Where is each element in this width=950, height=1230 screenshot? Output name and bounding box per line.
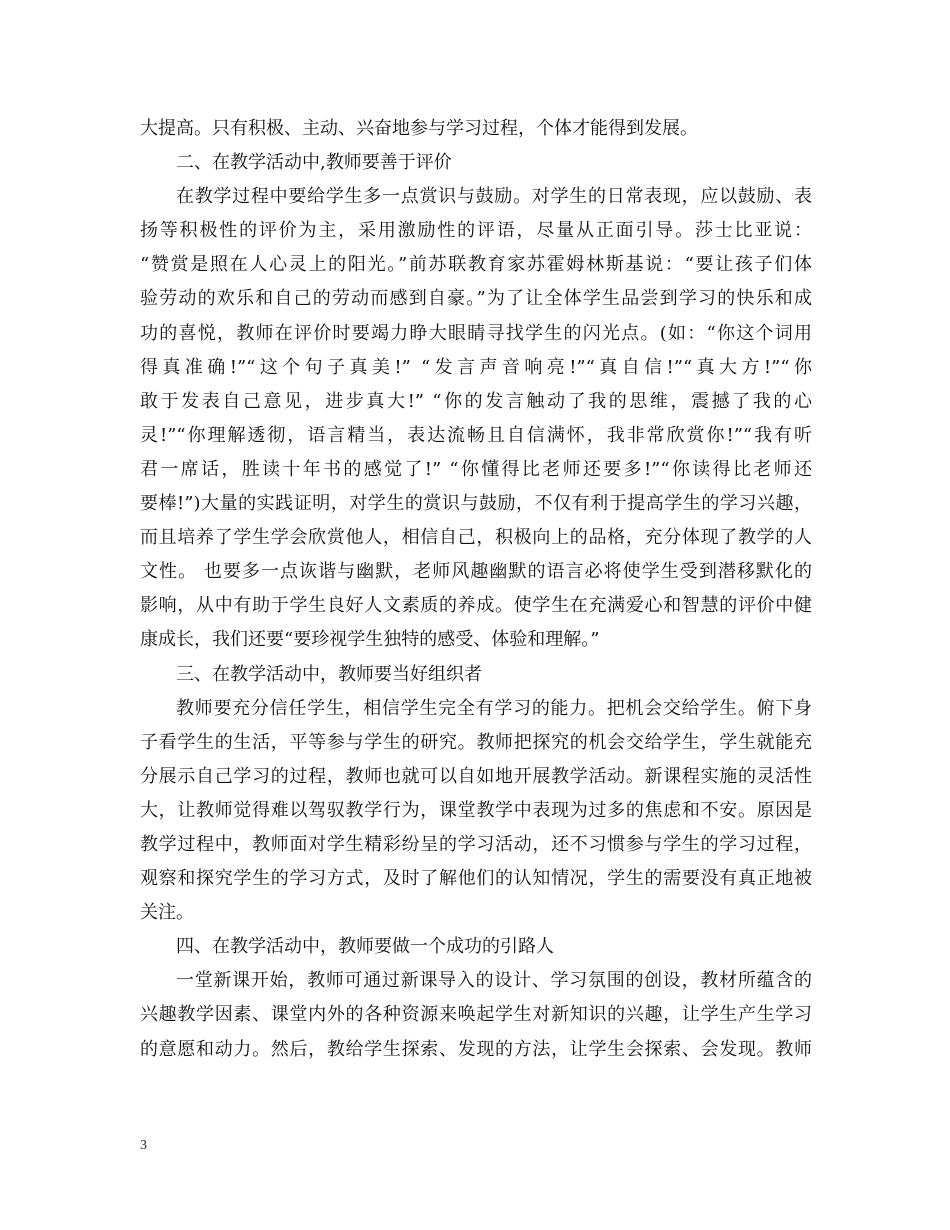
paragraph-line: 的意愿和动力。然后，教给学生探索、发现的方法，让学生会探索、会发现。教师 — [140, 1038, 812, 1060]
paragraph-line: 一堂新课开始，教师可通过新课导入的设计、学习氛围的创设，教材所蕴含的 — [176, 970, 812, 992]
paragraph-line: 教学过程中，教师面对学生精彩纷呈的学习活动，还不习惯参与学生的学习过程， — [140, 833, 812, 855]
document-body — [140, 112, 812, 1067]
paragraph-line: 功的喜悦，教师在评价时要竭力睁大眼睛寻找学生的闪光点。(如：“你这个词用 — [140, 322, 812, 344]
paragraph-line: 验劳动的欢乐和自己的劳动而感到自豪。”为了让全体学生品尝到学习的快乐和成 — [140, 288, 812, 310]
paragraph-line: 子看学生的生活，平等参与学生的研究。教师把探究的机会交给学生，学生就能充 — [140, 731, 812, 753]
page-number: 3 — [140, 1138, 147, 1153]
paragraph-line: 影响，从中有助于学生良好人文素质的养成。使学生在充满爱心和智慧的评价中健 — [140, 595, 812, 617]
paragraph-line: 康成长，我们还要“要珍视学生独特的感受、体验和理解。” — [140, 629, 600, 651]
paragraph-line: 分展示自己学习的过程，教师也就可以自如地开展教学活动。新课程实施的灵活性 — [140, 765, 812, 787]
paragraph-line: 灵!”“你理解透彻，语言精当，表达流畅且自信满怀，我非常欣赏你!”“我有听 — [140, 424, 812, 446]
paragraph-line: 大，让教师觉得难以驾驭教学行为，课堂教学中表现为过多的焦虑和不安。原因是 — [140, 799, 812, 821]
paragraph-line: “赞赏是照在人心灵上的阳光。”前苏联教育家苏霍姆林斯基说：“要让孩子们体 — [140, 254, 812, 276]
paragraph-line: 得真准确!”“这个句子真美!” “发言声音响亮!”“真自信!”“真大方!”“你 — [140, 356, 812, 378]
paragraph-line: 扬等积极性的评价为主，采用激励性的评语，尽量从正面引导。莎士比亚说： — [140, 220, 812, 242]
paragraph-line: 君一席话，胜读十年书的感觉了!” “你懂得比老师还要多!”“你读得比老师还 — [140, 458, 812, 480]
paragraph-line: 要棒!”)大量的实践证明，对学生的赏识与鼓励，不仅有利于提高学生的学习兴趣， — [140, 493, 812, 515]
paragraph-line: 而且培养了学生学会欣赏他人，相信自己，积极向上的品格，充分体现了教学的人 — [140, 527, 812, 549]
paragraph-line: 在教学过程中要给学生多一点赏识与鼓励。对学生的日常表现，应以鼓励、表 — [176, 186, 812, 208]
paragraph-line: 兴趣教学因素、课堂内外的各种资源来唤起学生对新知识的兴趣，让学生产生学习 — [140, 1004, 812, 1026]
paragraph-line: 教师要充分信任学生，相信学生完全有学习的能力。把机会交给学生。俯下身 — [176, 697, 812, 719]
section-heading-evaluation: 二、在教学活动中,教师要善于评价 — [176, 152, 452, 174]
paragraph-line: 大提高。只有积极、主动、兴奋地参与学习过程，个体才能得到发展。 — [140, 118, 698, 139]
paragraph-line: 观察和探究学生的学习方式，及时了解他们的认知情况，学生的需要没有真正地被 — [140, 868, 812, 890]
paragraph-line: 敢于发表自己意见，进步真大!” “你的发言触动了我的思维，震撼了我的心 — [140, 390, 812, 412]
paragraph-line: 文性。 也要多一点诙谐与幽默，老师风趣幽默的语言必将使学生受到潜移默化的 — [140, 561, 812, 583]
section-heading-guide: 四、在教学活动中，教师要做一个成功的引路人 — [176, 936, 554, 958]
section-heading-organizer: 三、在教学活动中，教师要当好组织者 — [176, 663, 482, 685]
paragraph-line: 关注。 — [140, 902, 194, 924]
